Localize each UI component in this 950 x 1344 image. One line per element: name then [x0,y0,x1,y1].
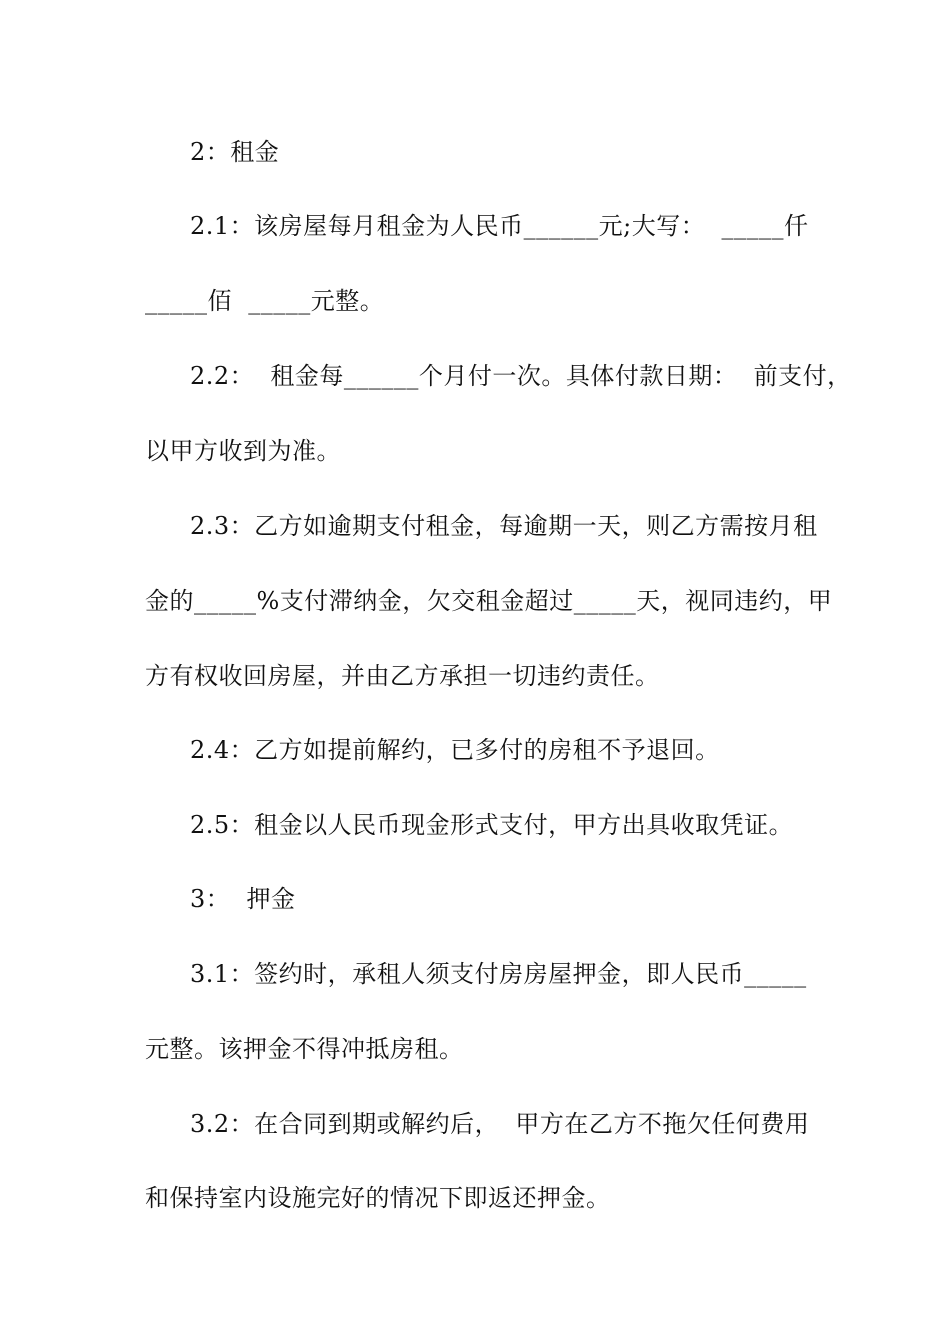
clause-3-1-line-2: 元整。该押金不得冲抵房租。 [145,1035,464,1063]
clause-2-3-line-1: 2.3：乙方如逾期支付租金，每逾期一天，则乙方需按月租 [190,512,818,540]
clause-2-2-line-1: 2.2： 租金每______个月付一次。具体付款日期： 前支付， [190,362,852,390]
clause-2-4: 2.4：乙方如提前解约，已多付的房租不予退回。 [190,736,720,764]
clause-3-1-line-1: 3.1：签约时，承租人须支付房房屋押金，即人民币_____ [190,960,807,988]
clause-3-2-line-2: 和保持室内设施完好的情况下即返还押金。 [145,1184,611,1212]
clause-2-3-line-2: 金的_____%支付滞纳金，欠交租金超过_____天，视同违约，甲 [145,587,833,615]
section-heading-rent: 2：租金 [190,138,280,166]
clause-2-2-line-2: 以甲方收到为准。 [145,437,341,465]
clause-3-2-line-1: 3.2：在合同到期或解约后， 甲方在乙方不拖欠任何费用 [190,1110,810,1138]
clause-2-1-line-1: 2.1：该房屋每月租金为人民币______元;大写： _____仟 [190,212,809,240]
clause-2-1-line-2: _____佰 _____元整。 [145,287,385,315]
clause-2-3-line-3: 方有权收回房屋，并由乙方承担一切违约责任。 [145,662,660,690]
section-heading-deposit: 3： 押金 [190,885,296,913]
clause-2-5: 2.5：租金以人民币现金形式支付，甲方出具收取凭证。 [190,811,794,839]
